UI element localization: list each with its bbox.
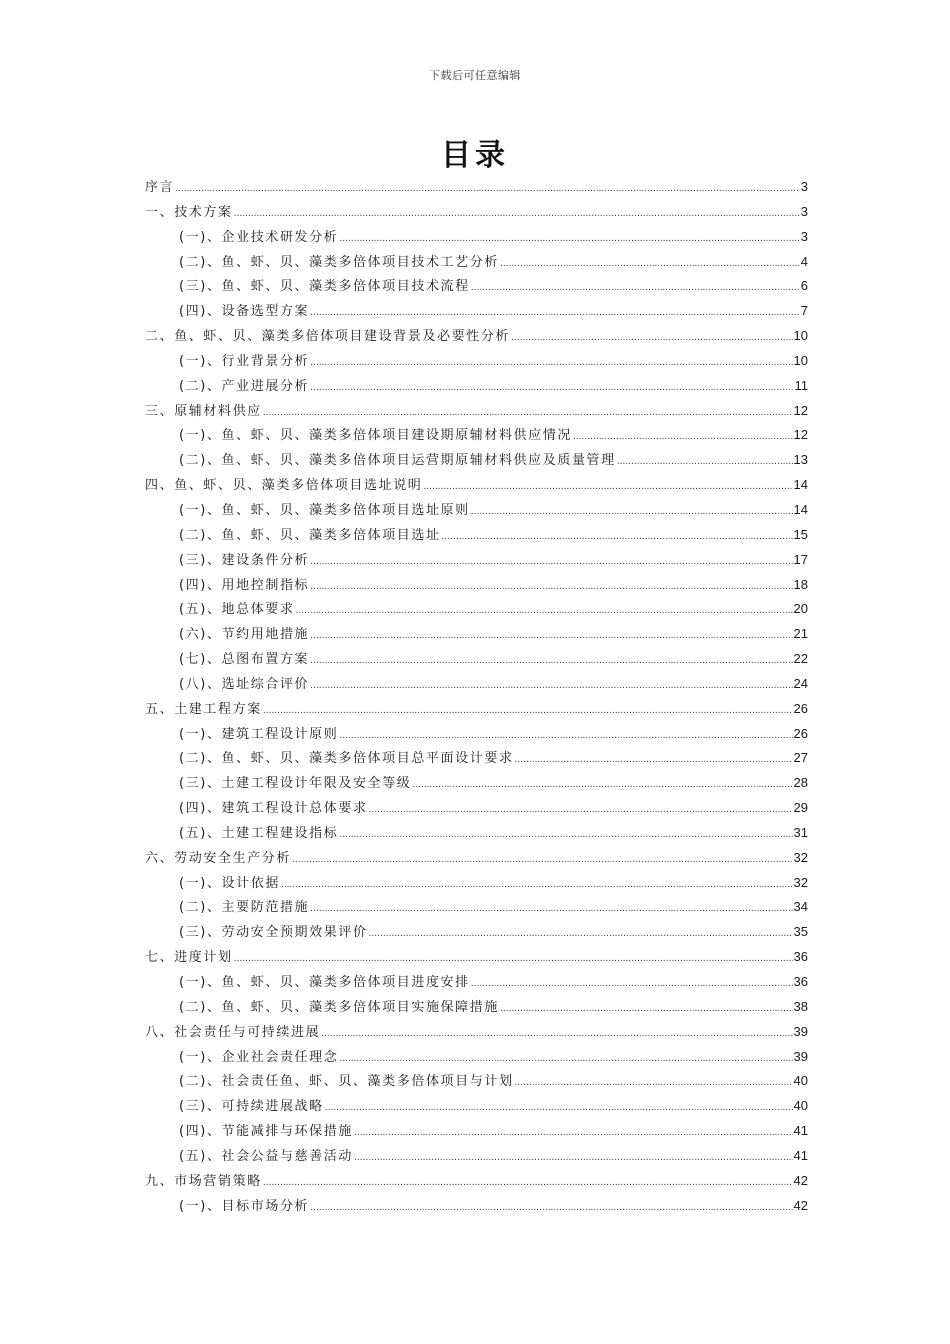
toc-dot-leader: [573, 425, 793, 450]
toc-entry-label: (八)、选址综合评价: [179, 676, 310, 692]
toc-entry[interactable]: [145, 548, 808, 573]
toc-dot-leader: [339, 1047, 792, 1072]
toc-entry-label: (一)、鱼、虾、贝、藻类多倍体项目选址原则: [179, 502, 470, 518]
toc-dot-leader: [263, 699, 793, 724]
toc-dot-leader: [310, 674, 792, 699]
toc-entry-page-number: 28: [793, 775, 808, 791]
toc-entry-label: (二)、鱼、虾、贝、藻类多倍体项目技术工艺分析: [179, 254, 499, 270]
toc-dot-leader: [339, 227, 799, 252]
toc-entry[interactable]: [145, 597, 808, 622]
toc-dot-leader: [292, 848, 793, 873]
toc-dot-leader: [471, 500, 793, 525]
toc-entry-label: (二)、主要防范措施: [179, 900, 310, 916]
toc-dot-leader: [234, 947, 793, 972]
toc-entry-page-number: 14: [793, 501, 808, 517]
toc-dot-leader: [500, 997, 793, 1022]
toc-entry-page-number: 36: [793, 949, 808, 965]
toc-dot-leader: [310, 351, 792, 376]
toc-dot-leader: [263, 401, 793, 426]
toc-entry[interactable]: [145, 573, 808, 598]
toc-dot-leader: [310, 301, 800, 326]
toc-entry-label: (三)、土建工程设计年限及安全等级: [179, 776, 412, 792]
toc-entry[interactable]: [145, 523, 808, 548]
toc-entry-label: (一)、目标市场分析: [179, 1198, 310, 1214]
toc-entry[interactable]: [145, 399, 808, 424]
toc-entry-label: (二)、鱼、虾、贝、藻类多倍体项目运营期原辅材料供应及质量管理: [179, 453, 616, 469]
toc-dot-leader: [234, 202, 800, 227]
toc-entry-label: 二、鱼、虾、贝、藻类多倍体项目建设背景及必要性分析: [145, 329, 511, 345]
toc-entry[interactable]: [145, 250, 808, 275]
toc-entry[interactable]: [145, 697, 808, 722]
toc-entry-label: (二)、鱼、虾、贝、藻类多倍体项目实施保障措施: [179, 999, 499, 1015]
toc-entry-label: (一)、设计依据: [179, 875, 280, 891]
toc-entry-page-number: 38: [793, 998, 808, 1014]
toc-entry-label: (五)、土建工程建设指标: [179, 825, 339, 841]
page-title: 目录: [441, 138, 509, 173]
toc-entry-page-number: 34: [793, 899, 808, 915]
toc-entry-page-number: 42: [793, 1172, 808, 1188]
toc-dot-leader: [515, 1071, 793, 1096]
header-note: 下载后可任意编辑: [429, 69, 521, 82]
toc-dot-leader: [369, 922, 793, 947]
toc-entry[interactable]: [145, 225, 808, 250]
toc-entry[interactable]: [145, 1020, 808, 1045]
toc-entry[interactable]: [145, 1094, 808, 1119]
toc-entry[interactable]: [145, 995, 808, 1020]
toc-entry-label: 八、社会责任与可持续进展: [145, 1024, 321, 1040]
toc-dot-leader: [412, 773, 792, 798]
toc-entry-page-number: 12: [793, 427, 808, 443]
toc-dot-leader: [369, 798, 793, 823]
toc-entry-label: (二)、鱼、虾、贝、藻类多倍体项目总平面设计要求: [179, 751, 514, 767]
toc-entry-page-number: 3: [800, 203, 808, 219]
toc-entry[interactable]: [145, 722, 808, 747]
toc-entry-page-number: 4: [800, 253, 808, 269]
toc-entry-page-number: 7: [800, 303, 808, 319]
toc-entry-page-number: 36: [793, 974, 808, 989]
toc-entry-page-number: 14: [793, 477, 808, 493]
toc-dot-leader: [310, 649, 792, 674]
toc-entry[interactable]: [145, 448, 808, 473]
toc-entry-page-number: 15: [793, 526, 808, 542]
toc-entry-page-number: 3: [800, 179, 808, 194]
toc-dot-leader: [310, 1196, 792, 1221]
toc-entry-label: (五)、社会公益与慈善活动: [179, 1148, 353, 1164]
toc-entry-label: 三、原辅材料供应: [145, 403, 262, 419]
toc-entry-page-number: 32: [793, 874, 808, 890]
toc-dot-leader: [442, 525, 793, 550]
toc-entry[interactable]: [145, 175, 808, 200]
toc-entry[interactable]: [145, 796, 808, 821]
toc-entry-label: (一)、鱼、虾、贝、藻类多倍体项目建设期原辅材料供应情况: [179, 428, 572, 444]
toc-entry-page-number: 24: [793, 675, 808, 691]
toc-dot-leader: [500, 252, 800, 277]
toc-dot-leader: [281, 873, 793, 898]
toc-entry-page-number: 17: [793, 551, 808, 567]
toc-entry-label: (一)、企业社会责任理念: [179, 1049, 339, 1065]
toc-entry-page-number: 27: [793, 750, 808, 766]
toc-dot-leader: [617, 450, 793, 475]
table-of-contents: [145, 175, 808, 1218]
toc-entry[interactable]: [145, 473, 808, 498]
toc-entry[interactable]: [145, 746, 808, 771]
toc-entry[interactable]: [145, 672, 808, 697]
toc-entry-label: (三)、可持续进展战略: [179, 1099, 324, 1115]
toc-entry-page-number: 41: [793, 1123, 808, 1139]
toc-entry-page-number: 39: [793, 1023, 808, 1039]
toc-entry-page-number: 13: [793, 452, 808, 468]
toc-entry[interactable]: [145, 299, 808, 324]
toc-entry[interactable]: [145, 374, 808, 399]
toc-entry-page-number: 31: [793, 824, 808, 840]
toc-entry-label: 六、劳动安全生产分析: [145, 850, 292, 866]
toc-dot-leader: [175, 177, 800, 202]
toc-entry-label: 四、鱼、虾、贝、藻类多倍体项目选址说明: [145, 478, 423, 494]
toc-entry-label: 九、市场营销策略: [145, 1173, 262, 1189]
toc-entry[interactable]: [145, 324, 808, 349]
toc-dot-leader: [511, 326, 793, 351]
toc-dot-leader: [354, 1121, 793, 1146]
toc-entry-page-number: 12: [793, 402, 808, 418]
toc-dot-leader: [310, 550, 792, 575]
toc-entry[interactable]: [145, 1119, 808, 1144]
toc-dot-leader: [339, 724, 792, 749]
toc-entry-label: 五、土建工程方案: [145, 701, 262, 717]
toc-entry[interactable]: [145, 771, 808, 796]
toc-entry[interactable]: [145, 970, 808, 995]
toc-entry-label: (六)、节约用地措施: [179, 627, 310, 643]
toc-dot-leader: [471, 276, 800, 301]
toc-entry-label: (二)、产业进展分析: [179, 378, 310, 394]
toc-entry-page-number: 22: [793, 651, 808, 667]
toc-entry[interactable]: [145, 1069, 808, 1094]
toc-entry-label: 一、技术方案: [145, 204, 233, 220]
toc-entry-page-number: 11: [794, 377, 808, 393]
toc-entry[interactable]: [145, 871, 808, 896]
toc-entry[interactable]: [145, 920, 808, 945]
toc-dot-leader: [296, 599, 793, 624]
toc-entry[interactable]: [145, 200, 808, 225]
toc-entry-page-number: 40: [793, 1073, 808, 1089]
toc-dot-leader: [339, 823, 792, 848]
toc-entry-label: (七)、总图布置方案: [179, 652, 310, 668]
toc-entry-page-number: 6: [800, 278, 808, 294]
toc-entry[interactable]: [145, 498, 808, 523]
toc-entry-page-number: 18: [793, 576, 808, 592]
toc-dot-leader: [423, 475, 792, 500]
toc-entry[interactable]: [145, 647, 808, 672]
toc-entry-label: (二)、鱼、虾、贝、藻类多倍体项目选址: [179, 527, 441, 543]
toc-entry-page-number: 26: [793, 700, 808, 716]
toc-entry-page-number: 10: [793, 352, 808, 368]
toc-dot-leader: [310, 376, 793, 401]
toc-entry[interactable]: [145, 423, 808, 448]
toc-entry[interactable]: [145, 895, 808, 920]
toc-entry-label: (四)、建筑工程设计总体要求: [179, 801, 368, 817]
toc-entry[interactable]: [145, 846, 808, 871]
toc-entry[interactable]: [145, 274, 808, 299]
toc-entry-page-number: 29: [793, 800, 808, 816]
toc-dot-leader: [354, 1146, 793, 1171]
toc-dot-leader: [310, 624, 792, 649]
toc-entry-page-number: 39: [793, 1048, 808, 1064]
toc-entry-label: (五)、地总体要求: [179, 602, 295, 618]
toc-dot-leader: [471, 972, 793, 997]
toc-entry-label: (三)、建设条件分析: [179, 552, 310, 568]
toc-entry-page-number: 41: [793, 1147, 808, 1163]
toc-entry-label: (四)、用地控制指标: [179, 577, 310, 593]
toc-entry-label: (一)、鱼、虾、贝、藻类多倍体项目进度安排: [179, 975, 470, 990]
toc-entry[interactable]: [145, 622, 808, 647]
toc-entry-page-number: 26: [793, 725, 808, 741]
toc-entry-page-number: 42: [793, 1197, 808, 1213]
toc-entry-label: (四)、节能减排与环保措施: [179, 1124, 353, 1140]
toc-entry[interactable]: [145, 945, 808, 970]
toc-entry-page-number: 3: [800, 228, 808, 244]
toc-entry[interactable]: [145, 1045, 808, 1070]
toc-entry-label: (二)、社会责任鱼、虾、贝、藻类多倍体项目与计划: [179, 1074, 514, 1090]
toc-dot-leader: [325, 1096, 793, 1121]
toc-dot-leader: [310, 897, 792, 922]
toc-entry-page-number: 10: [793, 328, 808, 344]
toc-entry[interactable]: [145, 1194, 808, 1219]
toc-entry[interactable]: [145, 349, 808, 374]
toc-entry-label: (四)、设备选型方案: [179, 304, 310, 320]
toc-entry-page-number: 20: [793, 601, 808, 617]
toc-entry-label: (一)、行业背景分析: [179, 353, 310, 369]
toc-entry-label: (一)、建筑工程设计原则: [179, 726, 339, 742]
toc-entry-page-number: 35: [793, 924, 808, 940]
toc-dot-leader: [321, 1022, 792, 1047]
toc-entry-label: 序言: [145, 180, 175, 195]
toc-entry-label: (三)、劳动安全预期效果评价: [179, 925, 368, 941]
toc-entry[interactable]: [145, 1144, 808, 1169]
toc-entry-page-number: 40: [793, 1098, 808, 1114]
toc-entry-label: (一)、企业技术研发分析: [179, 229, 339, 245]
toc-entry[interactable]: [145, 1169, 808, 1194]
toc-entry[interactable]: [145, 821, 808, 846]
toc-entry-label: (三)、鱼、虾、贝、藻类多倍体项目技术流程: [179, 279, 470, 295]
toc-entry-page-number: 21: [793, 626, 808, 642]
toc-entry-label: 七、进度计划: [145, 950, 233, 966]
toc-entry-page-number: 32: [793, 849, 808, 865]
toc-dot-leader: [515, 748, 793, 773]
toc-dot-leader: [310, 575, 792, 600]
toc-dot-leader: [263, 1171, 793, 1196]
